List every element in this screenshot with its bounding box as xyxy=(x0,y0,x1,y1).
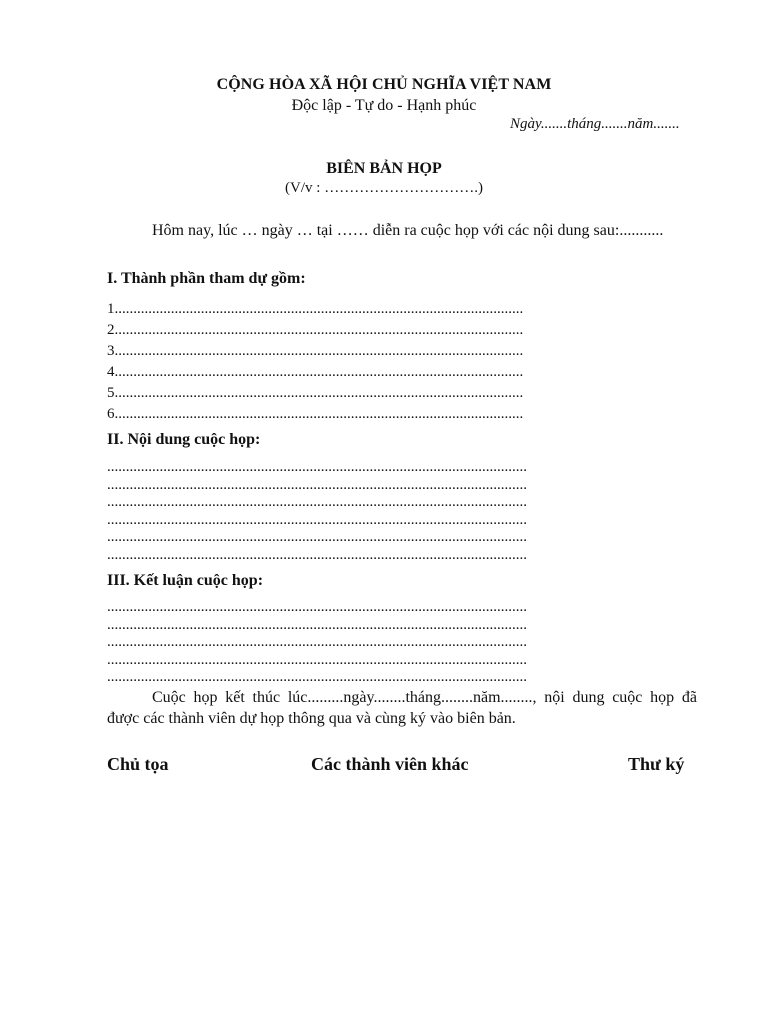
attendee-line: 2............................................................................................................. xyxy=(107,322,524,338)
section-conclusion-heading: III. Kết luận cuộc họp: xyxy=(107,572,264,589)
attendee-line: 6............................................................................................................. xyxy=(107,406,524,422)
signature-members: Các thành viên khác xyxy=(311,754,469,774)
conclusion-line: ................................................................................................................ xyxy=(107,634,527,650)
intro-paragraph: Hôm nay, lúc … ngày … tại …… diễn ra cuộc họp với các nội dung sau:........... xyxy=(152,222,664,239)
conclusion-line: ................................................................................................................ xyxy=(107,651,527,668)
date-line: Ngày.......tháng.......năm....... xyxy=(510,116,680,132)
conclusion-line: ................................................................................................................ xyxy=(107,616,527,633)
document-subject: (V/v : ………………………….) xyxy=(285,180,483,196)
content-line: ................................................................................................................ xyxy=(107,459,527,475)
document-title: BIÊN BẢN HỌP xyxy=(326,160,442,177)
content-line: ................................................................................................................ xyxy=(107,529,527,545)
attendee-line: 5............................................................................................................. xyxy=(107,385,524,401)
content-line: ................................................................................................................ xyxy=(107,546,527,563)
attendee-line: 1............................................................................................................. xyxy=(107,301,524,317)
attendee-list xyxy=(107,299,677,425)
attendee-line: 3............................................................................................................. xyxy=(107,343,524,359)
signature-chair: Chủ tọa xyxy=(107,754,169,774)
content-line: ................................................................................................................ xyxy=(107,476,527,493)
conclusion-line: ................................................................................................................ xyxy=(107,669,527,685)
national-motto: Độc lập - Tự do - Hạnh phúc xyxy=(291,97,477,114)
attendee-line: 4............................................................................................................. xyxy=(107,364,524,380)
section-attendees-heading: I. Thành phần tham dự gồm: xyxy=(107,270,306,287)
content-line: ................................................................................................................ xyxy=(107,494,527,510)
closing-paragraph: Cuộc họp kết thúc lúc.........ngày........tháng........năm........, nội dung cuộc họp đã được các thành viên dự họp thông qua và cùng ký vào biên bản. xyxy=(107,689,697,727)
content-lines xyxy=(107,459,685,564)
signature-secretary: Thư ký xyxy=(628,754,685,774)
conclusion-lines xyxy=(107,599,685,687)
content-line: ................................................................................................................ xyxy=(107,511,527,528)
conclusion-line: ................................................................................................................ xyxy=(107,599,527,615)
section-content-heading: II. Nội dung cuộc họp: xyxy=(107,431,261,448)
national-title: CỘNG HÒA XÃ HỘI CHỦ NGHĨA VIỆT NAM xyxy=(216,76,552,93)
